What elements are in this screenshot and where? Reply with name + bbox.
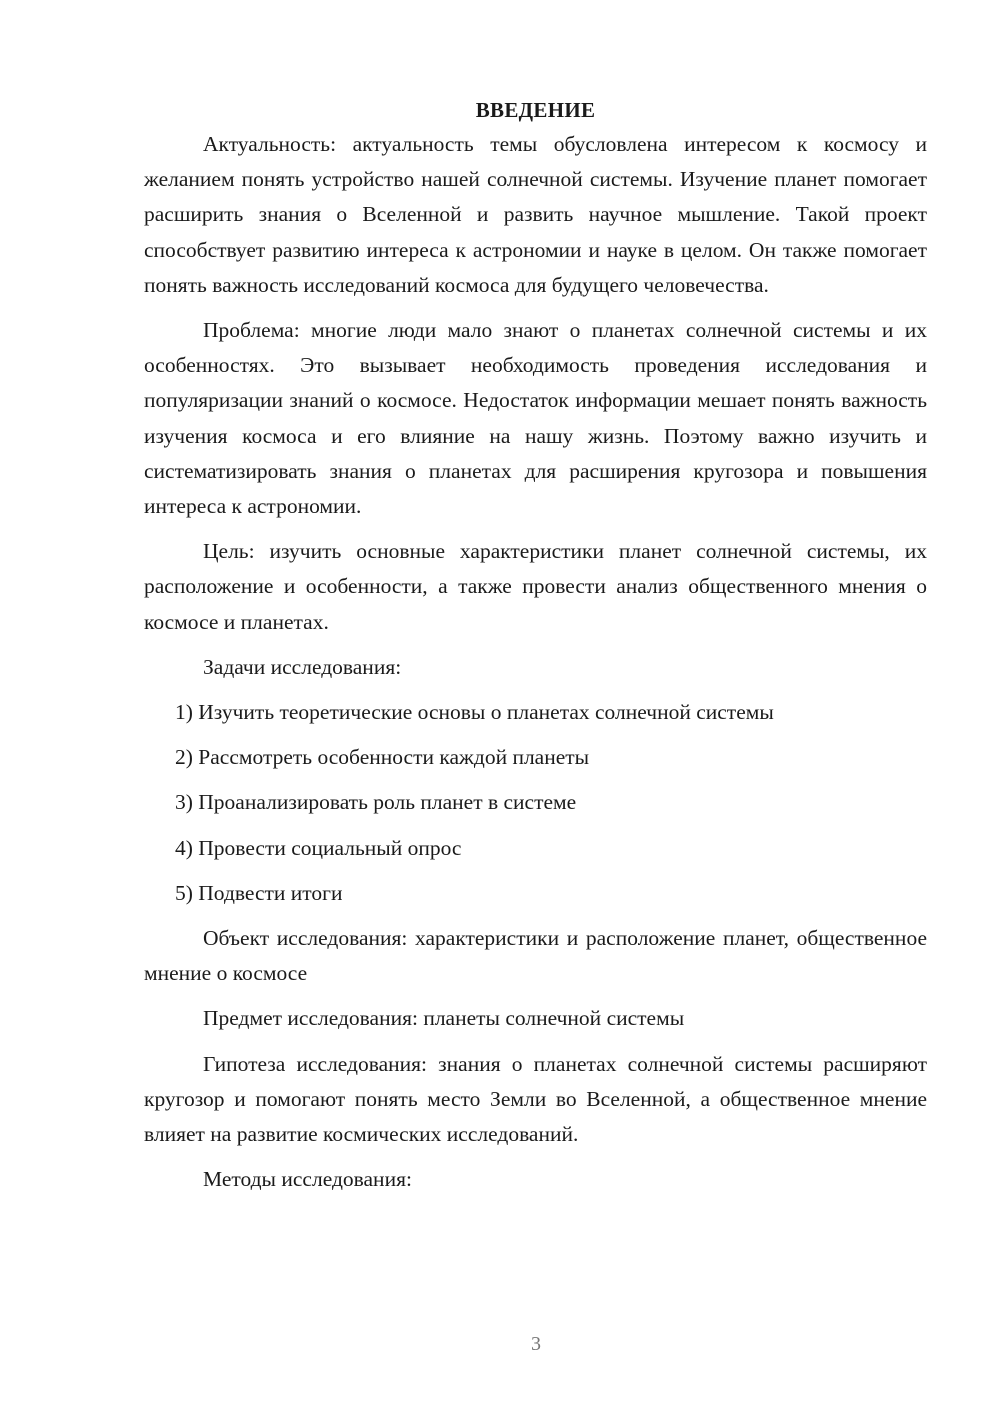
list-item: 3) Проанализировать роль планет в системе: [175, 790, 577, 815]
methods-heading: Методы исследования:: [203, 1167, 412, 1192]
list-item: 2) Рассмотреть особенности каждой планеты: [175, 745, 590, 770]
paragraph-problem: Проблема: многие люди мало знают о планетах солнечной системы и их особенностях. Это вызывает необходимость проведения исследования и популяризации знаний о космосе. Недостаток информации мешает понять важность изучения космоса и его влияние на нашу жизнь. Поэтому важно изучить и систематизировать знания о планетах для расширения кругозора и повышения интереса к астрономии.: [144, 318, 927, 519]
paragraph-subject: Предмет исследования: планеты солнечной системы: [203, 1006, 685, 1031]
page-number: 3: [531, 1333, 541, 1355]
paragraph-object: Объект исследования: характеристики и расположение планет, общественное мнение о космосе: [144, 926, 927, 986]
document-page: [144, 96, 927, 1207]
tasks-list: [144, 695, 927, 911]
paragraph-hypothesis: Гипотеза исследования: знания о планетах солнечной системы расширяют кругозор и помогают понять место Земли во Вселенной, а общественное мнение влияет на развитие космических исследований.: [144, 1051, 927, 1147]
section-title: ВВЕДЕНИЕ: [475, 98, 596, 122]
paragraph-relevance: Актуальность: актуальность темы обусловлена интересом к космосу и желанием понять устройство нашей солнечной системы. Изучение планет помогает расширить знания о Вселенной и развить научное мышление. Такой проект способствует развитию интереса к астрономии и науке в целом. Он также помогает понять важность исследований космоса для будущего человечества.: [144, 132, 927, 297]
list-item: 5) Подвести итоги: [175, 880, 343, 905]
list-item: 4) Провести социальный опрос: [175, 835, 462, 860]
list-item: 1) Изучить теоретические основы о планетах солнечной системы: [175, 700, 774, 725]
paragraph-goal: Цель: изучить основные характеристики планет солнечной системы, их расположение и особенности, а также провести анализ общественного мнения о космосе и планетах.: [144, 539, 927, 634]
tasks-heading: Задачи исследования:: [203, 654, 402, 679]
